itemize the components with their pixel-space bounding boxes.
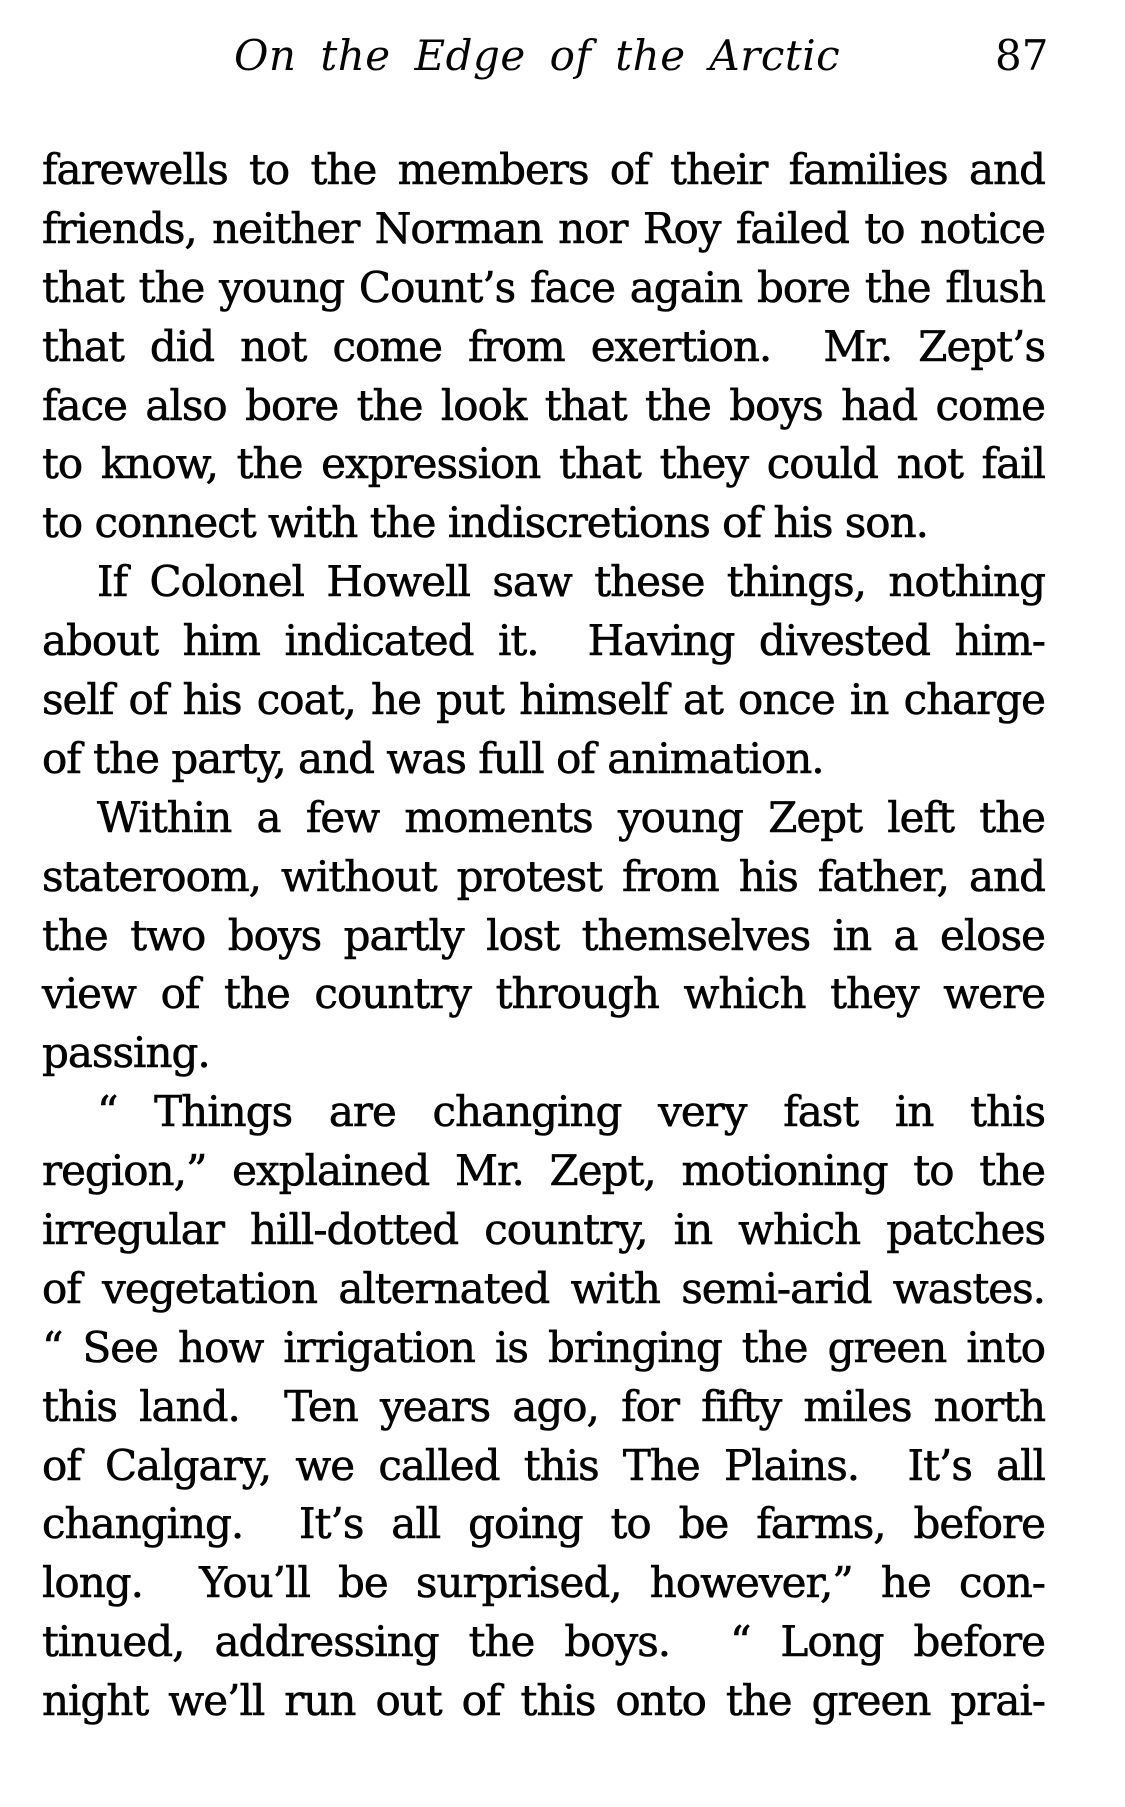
page-number: 87	[995, 31, 1049, 80]
text-line: If Colonel Howell saw these things, nothing	[97, 557, 1045, 607]
text-line: “ Things are changing very fast in this	[97, 1087, 1045, 1137]
text-line: “ See how irrigation is bringing the green into	[42, 1322, 1045, 1372]
text-line: changing. It’s all going to be farms, before	[42, 1499, 1045, 1549]
text-line: irregular hill-dotted country, in which patches	[42, 1205, 1045, 1255]
text-line: night we’ll run out of this onto the green prai-	[42, 1676, 1045, 1726]
text-line: passing.	[42, 1028, 210, 1078]
text-line: of the party, and was full of animation.	[42, 733, 824, 783]
text-line: of Calgary, we called this The Plains. It’s all	[42, 1440, 1045, 1490]
text-line: self of his coat, he put himself at once in charge	[42, 675, 1045, 725]
text-line: that the young Count’s face again bore the flush	[42, 262, 1045, 312]
text-line: view of the country through which they were	[42, 969, 1045, 1019]
running-header	[0, 30, 1125, 86]
text-line: the two boys partly lost themselves in a elose	[42, 910, 1045, 960]
text-line: that did not come from exertion. Mr. Zept’s	[42, 321, 1045, 371]
text-line: region,” explained Mr. Zept, motioning to the	[42, 1146, 1045, 1196]
text-line: long. You’ll be surprised, however,” he con-	[42, 1558, 1045, 1608]
text-line: stateroom, without protest from his father, and	[42, 851, 1045, 901]
text-line: about him indicated it. Having divested him-	[42, 616, 1045, 666]
text-line: of vegetation alternated with semi-arid wastes.	[42, 1263, 1045, 1313]
text-line: this land. Ten years ago, for fifty miles north	[42, 1381, 1045, 1431]
text-line: friends, neither Norman nor Roy failed to notice	[42, 203, 1045, 253]
text-line: farewells to the members of their families and	[42, 145, 1045, 194]
text-line: to connect with the indiscretions of his son.	[42, 498, 928, 548]
text-line: Within a few moments young Zept left the	[97, 792, 1045, 842]
page-body	[42, 141, 1045, 1731]
text-line: tinued, addressing the boys. “ Long before	[42, 1617, 1045, 1667]
text-line: to know, the expression that they could not fail	[42, 439, 1045, 489]
chapter-title: On the Edge of the Arctic	[234, 31, 841, 80]
text-line: face also bore the look that the boys had come	[42, 380, 1045, 430]
